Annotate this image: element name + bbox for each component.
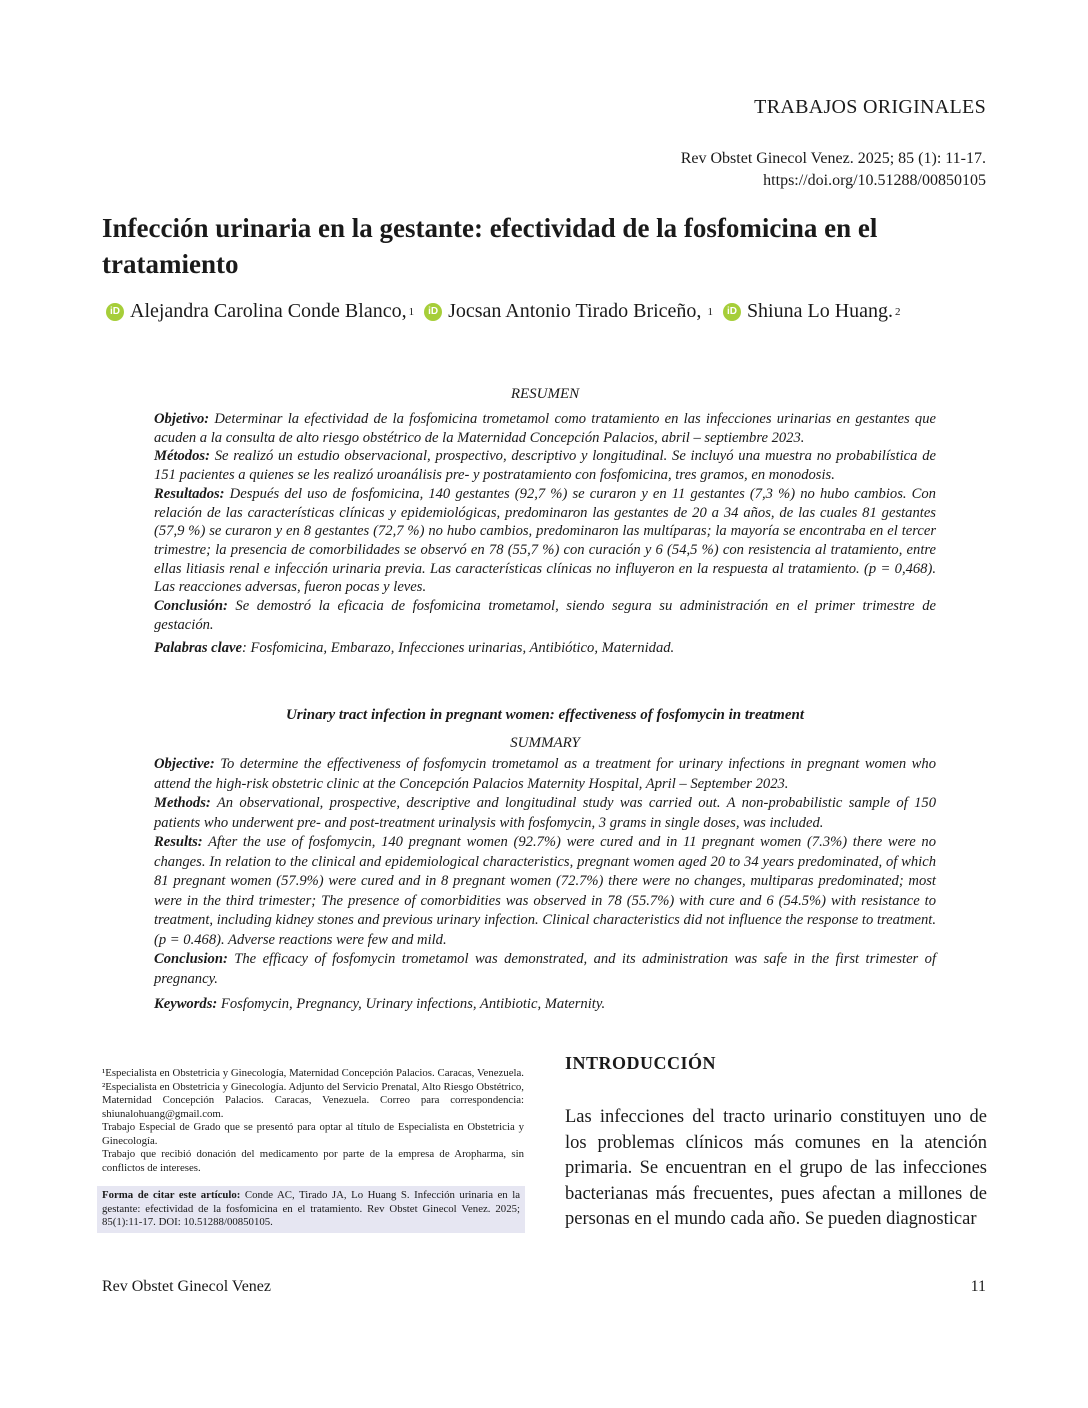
label: Palabras clave [154, 640, 242, 657]
how-to-cite-box [97, 1186, 525, 1233]
introduction-text: Las infecciones del tracto urinario constituyen uno de los problemas clínicos más comunes en la atención primaria. Se encuentran en el grupo de las infecciones bacterianas más frecuentes, pues afectan a millones de personas en el mundo cada año. Se pueden diagnosticar [565, 1107, 987, 1229]
summary-results [154, 833, 936, 950]
text: The efficacy of fosfomycin trometamol was demonstrated, and its administration was safe in the first trimester of pregnancy. [154, 951, 936, 987]
page-number: 11 [970, 1278, 986, 1295]
author-name: Jocsan Antonio Tirado Briceño, [448, 300, 702, 322]
label: Métodos: [154, 448, 210, 465]
label: Results: [154, 834, 203, 850]
author-name: Alejandra Carolina Conde Blanco, [130, 300, 407, 322]
author-2 [424, 300, 713, 323]
author-name: Shiuna Lo Huang. [746, 300, 894, 322]
summary-methods [154, 794, 936, 833]
orcid-icon[interactable]: iD [106, 303, 124, 321]
text: Después del uso de fosfomicina, 140 gestantes (92,7 %) se curaron y en 11 gestantes (7,3 %) no hubo cambios. Con relación de las características clínicas y epidemiológicas, predominaron las gestantes de 20 a 34 años, de las cuales 81 gestantes (57,9 %) se curaron y en 8 gestantes (72,7 %) no hubo cambios, predominaron las multíparas; la mayoría se encontraba en el tercer trimestre; la presencia de comorbilidades se observó en 78 (55,7 %) con curación y 6 (54,5 %) con resistencia al tratamiento, entre ellas litiasis renal e infección urinaria previa. Las características clínicas no influyeron en la respuesta al tratamiento. (p = 0,468). Las reacciones adversas, fueron pocas y leves. [154, 485, 936, 596]
author-affiliation: 1 [707, 305, 713, 318]
resumen-keywords [154, 639, 936, 658]
footnotes [102, 1067, 524, 1175]
author-affiliation: 2 [895, 305, 901, 318]
resumen-objetivo [154, 410, 936, 447]
journal-citation [681, 148, 986, 192]
label: Resultados: [154, 485, 225, 502]
doi-link[interactable]: https://doi.org/10.51288/00850105 [763, 172, 986, 189]
text: To determine the effectiveness of fosfomycin trometamol as a treatment for urinary infections in pregnant women who attend the high-risk obstetric clinic at the Concepción Palacios Maternity Hospital, April – September 2023. [154, 756, 936, 792]
orcid-icon[interactable]: iD [723, 303, 741, 321]
label: Conclusión: [154, 598, 228, 615]
section-label: TRABAJOS ORIGINALES [754, 96, 986, 118]
footer-journal: Rev Obstet Ginecol Venez [102, 1278, 271, 1295]
author-1 [106, 300, 414, 323]
resumen-heading: RESUMEN [510, 386, 580, 402]
author-list [106, 300, 1006, 323]
text: Se demostró la eficacia de fosfomicina trometamol, siendo segura su administración en el primer trimestre de gestación. [154, 598, 936, 633]
resumen-body [154, 410, 936, 658]
label: Keywords: [154, 996, 218, 1012]
footnote-grade: Trabajo Especial de Grado que se presentó para optar al título de Especialista en Obstetricia y Ginecología. [102, 1121, 524, 1147]
summary-heading: SUMMARY [510, 735, 580, 751]
resumen-metodos [154, 447, 936, 484]
label: Objective: [154, 756, 215, 772]
affiliations: ¹Especialista en Obstetricia y Ginecología, Maternidad Concepción Palacios. Caracas, Venezuela. ²Especialista en Obstetricia y Ginecología. Adjunto del Servicio Prenatal, Alto Riesgo Obstétrico, Maternidad Concepción Palacios. Caracas, Venezuela. Correo para correspondencia: shiunalohuang@gmail.com. [102, 1067, 524, 1120]
resumen-conclusion [154, 597, 936, 634]
summary-body [154, 755, 936, 1015]
text: Determinar la efectividad de la fosfomicina trometamol como tratamiento en las infecciones urinarias en gestantes que acuden a la consulta de alto riesgo obstétrico de la Maternidad Concepción Palacios, abril – septiembre 2023. [154, 411, 936, 446]
orcid-icon[interactable]: iD [424, 303, 442, 321]
resumen-resultados [154, 485, 936, 597]
text: After the use of fosfomycin, 140 pregnant women (92.7%) were cured and in 11 pregnant women (7.3%) there were no changes. In relation to the clinical and epidemiological characteristics, pregnant women aged 20 to 34 years predominated, of which 81 pregnant women (57.9%) were cured and in 8 pregnant women (72.7%) there were no changes, multiparas predominated; most were in the third trimester; The presence of comorbidities was observed in 78 (55.7%) with cure and 6 (54.5%) with resistance to treatment, including kidney stones and previous urinary infection. Clinical characteristics did not influence the response to treatment. (p = 0.468). Adverse reactions were few and mild. [154, 834, 936, 948]
cite-text: Conde AC, Tirado JA, Lo Huang S. Infección urinaria en la gestante: efectividad de la fosfomicina en el tratamiento. Rev Obstet Ginecol Venez. 2025; 85(1):11-17. DOI: 10.51288/00850105. [102, 1189, 520, 1228]
article-title: Infección urinaria en la gestante: efectividad de la fosfomicina en el tratamiento [102, 213, 878, 279]
text: : Fosfomicina, Embarazo, Infecciones urinarias, Antibiótico, Maternidad. [241, 640, 675, 657]
label: Conclusion: [154, 951, 228, 967]
cite-label: Forma de citar este artículo: [102, 1189, 241, 1201]
author-affiliation: 1 [408, 305, 415, 318]
author-3 [723, 300, 901, 323]
summary-objective [154, 755, 936, 794]
english-title: Urinary tract infection in pregnant women: effectiveness of fosfomycin in treatment [285, 707, 805, 723]
text: An observational, prospective, descriptive and longitudinal study was carried out. A non-probabilistic sample of 150 patients who underwent pre- and post-treatment urinalysis with fosfomycin, 3 grams in single doses, was included. [154, 795, 937, 831]
text: Fosfomycin, Pregnancy, Urinary infections, Antibiotic, Maternity. [220, 996, 606, 1012]
label: Objetivo: [154, 411, 210, 427]
footnote-donation: Trabajo que recibió donación del medicamento por parte de la empresa de Aropharma, sin conflictos de intereses. [102, 1148, 524, 1174]
label: Methods: [154, 795, 211, 811]
introduction-heading: INTRODUCCIÓN [565, 1053, 717, 1073]
summary-conclusion [154, 950, 936, 989]
text: Se realizó un estudio observacional, prospectivo, descriptivo y longitudinal. Se incluyó una muestra no probabilística de 151 pacientes a quienes se les realizó uroanálisis pre- y postratamiento con fosfomicina, tres gramos, en monodosis. [154, 448, 936, 484]
summary-keywords [154, 995, 936, 1015]
citation-line: Rev Obstet Ginecol Venez. 2025; 85 (1): 11-17. [680, 150, 986, 167]
